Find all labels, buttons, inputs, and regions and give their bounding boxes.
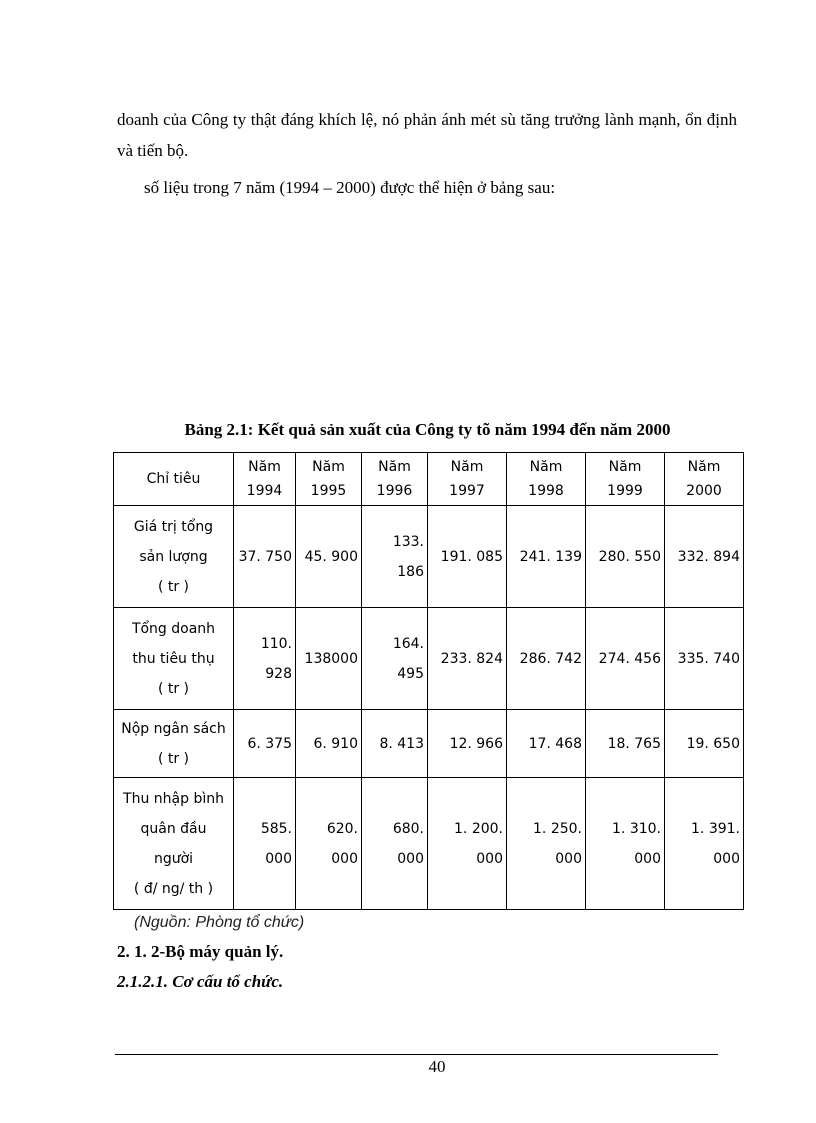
value-cell: 274. 456: [586, 608, 665, 710]
page-number: 40: [428, 1057, 446, 1076]
value-cell: 335. 740: [665, 608, 744, 710]
header-year-cell: Năm 1997: [428, 453, 507, 506]
value-cell: 45. 900: [296, 506, 362, 608]
value-cell: 1. 250. 000: [507, 778, 586, 910]
value-cell: 18. 765: [586, 710, 665, 778]
table-row: [114, 506, 744, 608]
header-year-cell: Năm 1996: [362, 453, 428, 506]
header-year-cell: Năm 1998: [507, 453, 586, 506]
header-label-cell: Chỉ tiêu: [114, 453, 234, 506]
header-year-cell: Năm 1995: [296, 453, 362, 506]
value-cell: 12. 966: [428, 710, 507, 778]
subsection-heading: 2.1.2.1. Cơ cấu tổ chức.: [117, 972, 284, 991]
table-row: [114, 608, 744, 710]
section-heading: 2. 1. 2-Bộ máy quản lý.: [117, 942, 284, 961]
table-row: [114, 710, 744, 778]
value-cell: 233. 824: [428, 608, 507, 710]
row-label-cell: Tổng doanh thu tiêu thụ ( tr ): [114, 608, 234, 710]
value-cell: 164. 495: [362, 608, 428, 710]
value-cell: 241. 139: [507, 506, 586, 608]
value-cell: 110. 928: [234, 608, 296, 710]
value-cell: 6. 910: [296, 710, 362, 778]
value-cell: 286. 742: [507, 608, 586, 710]
value-cell: 1. 200. 000: [428, 778, 507, 910]
value-cell: 8. 413: [362, 710, 428, 778]
value-cell: 19. 650: [665, 710, 744, 778]
header-year-cell: Năm 1994: [234, 453, 296, 506]
value-cell: 1. 391. 000: [665, 778, 744, 910]
header-year-cell: Năm 2000: [665, 453, 744, 506]
value-cell: 17. 468: [507, 710, 586, 778]
table-header-row: [114, 453, 744, 506]
value-cell: 680. 000: [362, 778, 428, 910]
header-year-cell: Năm 1999: [586, 453, 665, 506]
value-cell: 620. 000: [296, 778, 362, 910]
value-cell: 332. 894: [665, 506, 744, 608]
value-cell: 191. 085: [428, 506, 507, 608]
paragraph-continuation: doanh của Công ty thật đáng khích lệ, nó phản ánh mét sù tăng trưởng lành mạnh, ổn định và tiến bộ.: [117, 110, 737, 160]
value-cell: 138000: [296, 608, 362, 710]
table-row: [114, 778, 744, 910]
value-cell: 280. 550: [586, 506, 665, 608]
table-source-note: (Nguồn: Phòng tổ chức): [134, 914, 305, 931]
table-caption: Bảng 2.1: Kết quả sản xuất của Công ty tõ năm 1994 đến năm 2000: [184, 420, 671, 439]
row-label-cell: Thu nhập bình quân đầu người ( đ/ ng/ th ): [114, 778, 234, 910]
row-label-cell: Giá trị tổng sản lượng ( tr ): [114, 506, 234, 608]
production-results-table: [113, 452, 744, 910]
paragraph-intro: số liệu trong 7 năm (1994 – 2000) được thể hiện ở bảng sau:: [144, 178, 556, 197]
value-cell: 6. 375: [234, 710, 296, 778]
value-cell: 1. 310. 000: [586, 778, 665, 910]
value-cell: 133. 186: [362, 506, 428, 608]
value-cell: 37. 750: [234, 506, 296, 608]
value-cell: 585. 000: [234, 778, 296, 910]
row-label-cell: Nộp ngân sách ( tr ): [114, 710, 234, 778]
